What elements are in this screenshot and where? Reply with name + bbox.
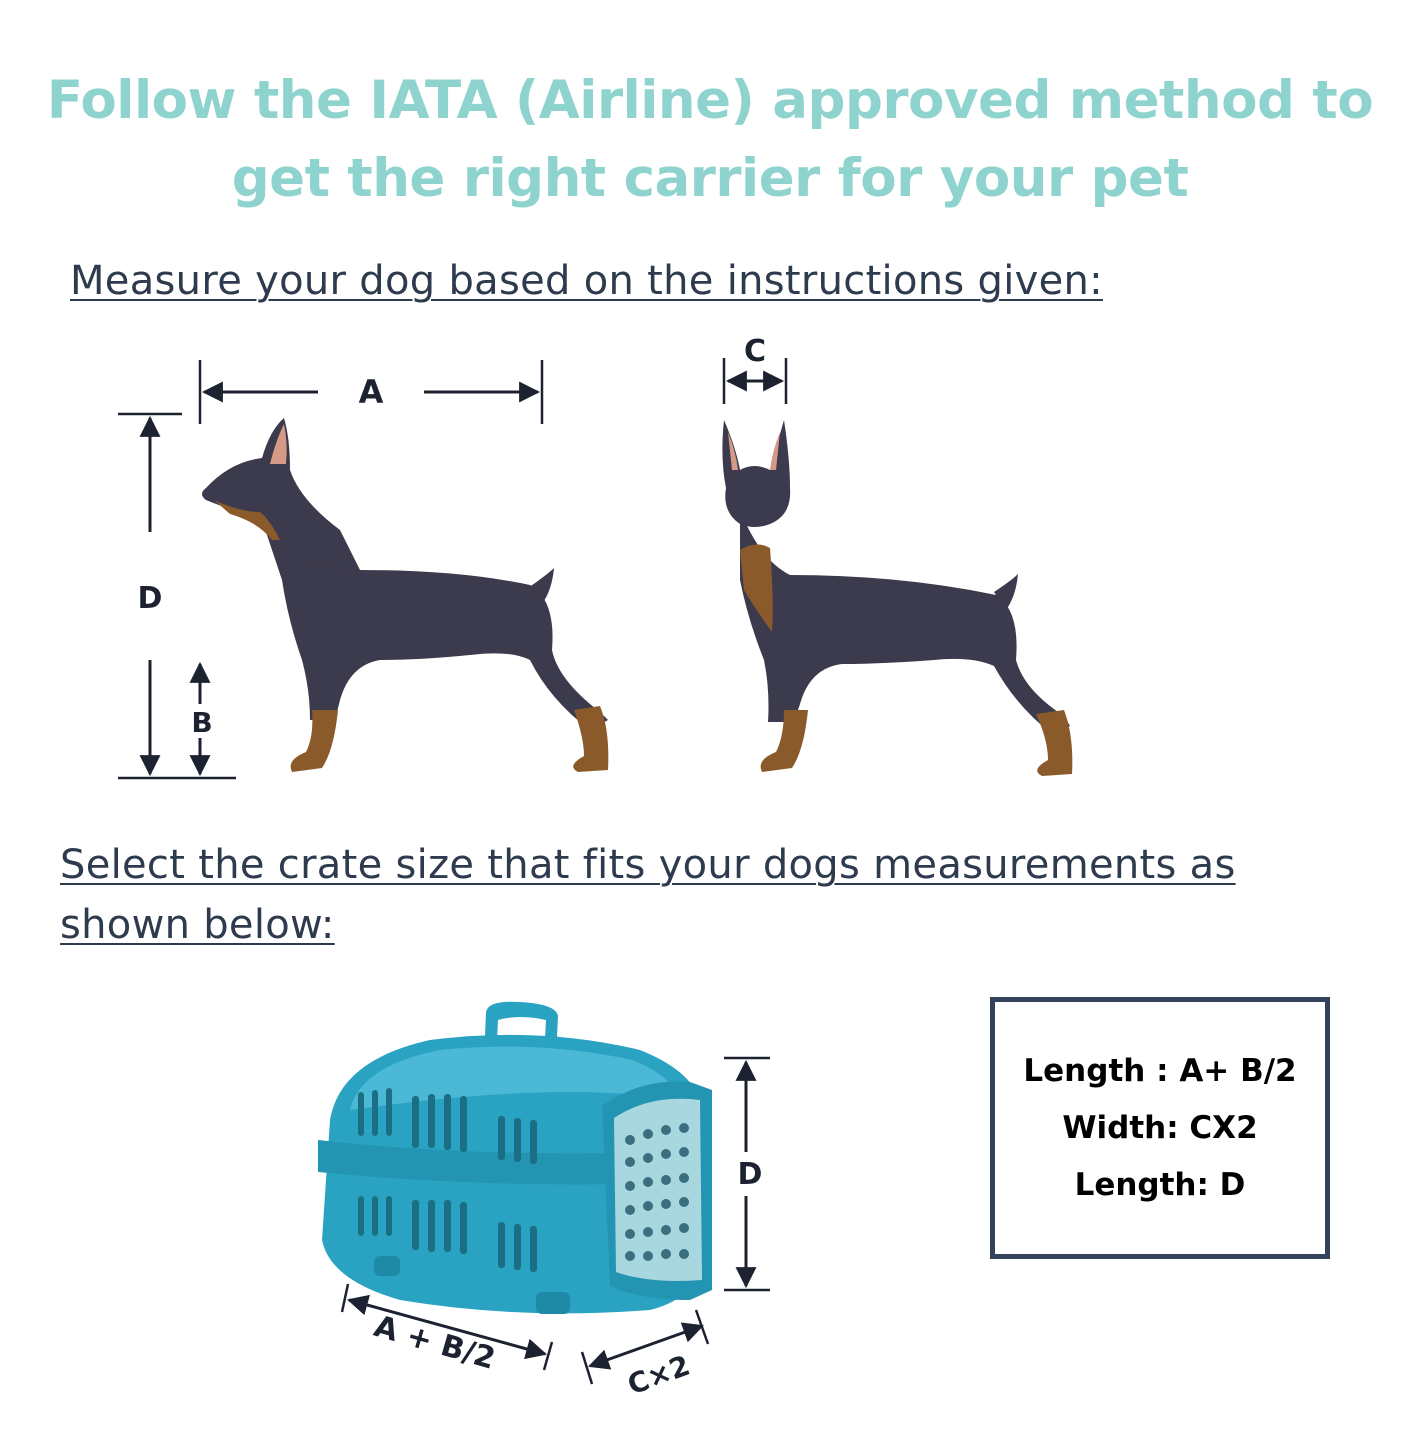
formula-length: Length : A+ B/2: [1023, 1052, 1297, 1089]
crate-label-d: D: [737, 1157, 763, 1192]
crate-dimension-d: [724, 1058, 770, 1290]
crate-label-length: A + B/2: [370, 1308, 500, 1377]
select-instruction: Select the crate size that fits your dogs measurements as shown below:: [60, 842, 1236, 948]
dimension-c: [724, 334, 786, 404]
crate-illustration: [318, 1002, 712, 1314]
label-a: A: [358, 373, 384, 411]
title-line-2: get the right carrier for your pet: [231, 148, 1189, 209]
crate-label-width: C×2: [623, 1348, 695, 1402]
crate-dimension-width: [582, 1310, 708, 1401]
formula-width: Width: CX2: [1062, 1109, 1258, 1146]
formula-box: [990, 997, 1330, 1259]
label-d-dog: D: [137, 581, 163, 616]
dimension-d: [118, 414, 236, 778]
label-c: C: [743, 334, 767, 369]
title-line-1: Follow the IATA (Airline) approved method to: [46, 70, 1374, 131]
dog-front-view-illustration: [722, 420, 1072, 776]
dimension-a: [200, 360, 542, 424]
measure-instruction: Measure your dog based on the instructions given:: [70, 258, 1103, 304]
dog-side-view-illustration: [202, 418, 608, 772]
label-b: B: [191, 706, 213, 739]
formula-height: Length: D: [1074, 1166, 1246, 1203]
dimension-b: [191, 664, 212, 774]
